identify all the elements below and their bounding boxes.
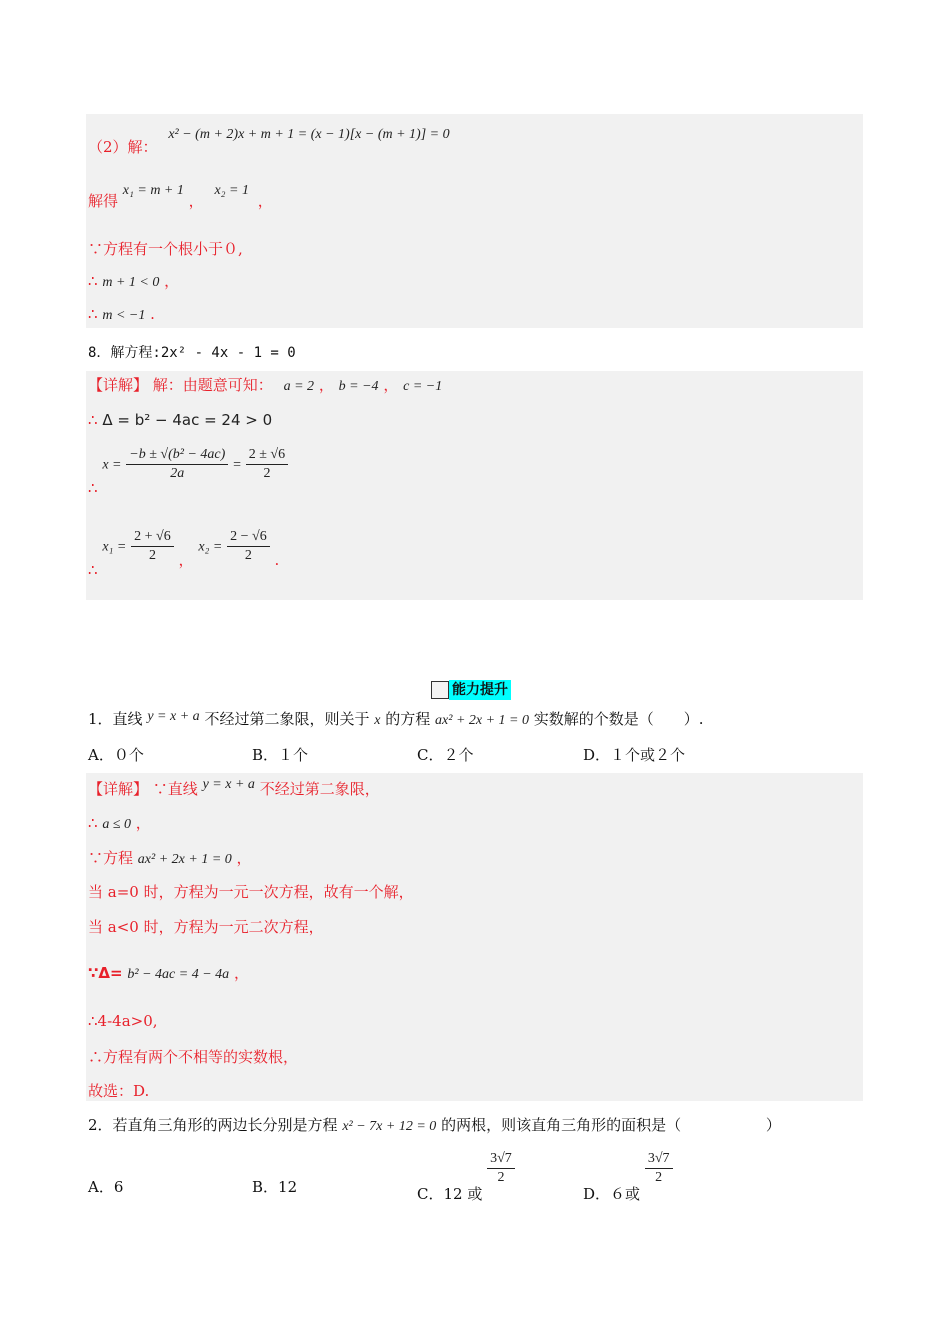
q8-period: . [274,550,280,569]
sec1-line-5 [88,305,155,324]
sec1-end-comma: ， [257,192,273,210]
sec1-comma: ， [188,192,204,210]
p1-stem-part-1: 1．直线 [88,710,143,728]
p1-sol-text: 不经过第二象限， [259,780,380,798]
therefore-symbol: ∴ [88,272,98,290]
sec1-inequality-1: m + 1 < 0 [102,275,160,290]
section-heading-text: 能力提升 [449,680,511,700]
detail-tag: 【详解】 [88,780,149,798]
p1-variable-x: x [374,713,381,728]
p2-stem-part-1: 2．若直角三角形的两边长分别是方程 [88,1116,338,1134]
fraction-denominator: 2 [487,1168,515,1187]
p2-option-d[interactable] [583,1150,673,1203]
p1-sol-line-8: ∴方程有两个不相等的实数根， [88,1048,299,1066]
p1-sol-text: ∵直线 [152,780,198,798]
q8-discriminant: Δ = b² − 4ac = 24 > 0 [102,411,273,429]
fraction-numerator: 3√7 [647,1151,670,1166]
detail-tag: 【详解】 [88,376,149,394]
therefore-symbol: ∴ [88,560,98,579]
p1-sol-delta: ∵Δ= [88,964,123,982]
q8-line-2 [88,411,272,429]
fraction-denominator: 2 [263,466,271,481]
fraction-numerator: 2 − √6 [227,528,270,547]
q8-x2-label: x₂ = [198,539,223,555]
sec1-line-4 [88,270,179,291]
q8-b-value: b = −4 [338,379,379,394]
p1-sol-comma: ， [233,964,249,982]
p2-option-a[interactable]: A．6 [88,1178,124,1196]
p2-option-c-label: C．12 或 [417,1184,483,1203]
sec1-period: . [150,305,155,323]
q8-line-4 [88,528,280,579]
root-1-fraction [131,528,174,565]
q8-a-value: a = 2 [283,379,315,394]
fraction-numerator: 2 ± √6 [246,446,288,465]
p1-option-d[interactable]: D．１个或２个 [583,746,686,764]
q8-x-label: x = [102,457,122,473]
q8-intro: 解：由题意可知： [152,376,273,394]
therefore-symbol: ∴ [88,478,98,497]
section-heading [431,680,511,700]
fraction-denominator: 2 [148,548,156,563]
p1-option-c[interactable]: C．２个 [417,746,474,764]
fraction-numerator: −b ± √(b² − 4ac) [126,446,228,465]
p2-quadratic: x² − 7x + 12 = 0 [342,1119,437,1134]
p1-stem-part-4: 实数解的个数是（ ）. [533,710,704,728]
p1-sol-text: ∵方程 [88,849,134,867]
p1-option-a[interactable]: A．０个 [88,746,144,764]
therefore-symbol: ∴ [88,305,98,323]
fraction-denominator: 2a [170,466,185,481]
p1-sol-line-9: 故选：D. [88,1082,150,1100]
q8-line-1 [88,374,442,395]
p1-sol-equation: ax² + 2x + 1 = 0 [137,852,232,867]
solution-box-q8 [86,371,863,600]
p2-option-b[interactable]: B．12 [252,1178,298,1196]
q8-line-3 [88,446,288,497]
p2-option-d-label: D．６或 [583,1184,641,1203]
fraction-numerator: 3√7 [490,1151,512,1166]
sec1-line-1 [88,127,450,156]
sec1-inequality-2: m < −1 [102,308,146,323]
q8-c-value: c = −1 [403,379,443,394]
p1-stem-part-3: 的方程 [385,710,431,728]
p2-option-c-fraction [487,1150,515,1187]
sec1-solve-label: 解得 [88,192,119,210]
p1-sol-line-5: 当 a<0 时，方程为一元二次方程， [88,918,324,936]
sec1-root-1: x₁ = m + 1 [122,183,184,198]
root-2-fraction [227,528,270,565]
sec1-factor-equation: x² − (m + 2)x + m + 1 = (x − 1)[x − (m + 1)] = 0 [168,127,450,142]
p1-sol-line-2 [88,812,151,833]
p1-sol-discriminant: b² − 4ac = 4 − 4a [127,967,230,982]
simplified-fraction [246,446,288,483]
p2-option-d-fraction [645,1150,673,1187]
p1-stem [88,708,704,729]
p1-sol-line-4: 当 a=0 时，方程为一元一次方程，故有一个解， [88,883,414,901]
p2-stem-part-3: ） [765,1116,781,1134]
p1-sol-line-3 [88,847,252,868]
checkbox-square-icon [431,681,449,699]
p1-sol-comma: ， [135,814,151,832]
p1-sol-line-6 [88,962,249,983]
q8-comma: ， [178,550,194,569]
p1-sol-comma: ， [236,849,252,867]
q8-sep: ， [383,376,399,394]
p2-option-c[interactable] [417,1150,515,1203]
sec1-line-2 [88,183,273,211]
quadratic-formula-fraction [126,446,228,483]
fraction-denominator: 2 [244,548,252,563]
p1-line-equation: y = x + a [147,709,200,724]
p2-stem [88,1114,781,1135]
fraction-numerator: 2 + √6 [131,528,174,547]
p1-stem-part-2: 不经过第二象限，则关于 [204,710,370,728]
sec1-root-2: x₂ = 1 [214,183,249,198]
p1-sol-line-equation: y = x + a [202,777,255,792]
q8-x1-label: x₁ = [102,539,127,555]
q8-title: 8．解方程:2x² - 4x - 1 = 0 [88,345,296,361]
therefore-symbol: ∴ [88,411,98,429]
p1-sol-inequality: a ≤ 0 [102,817,132,832]
p1-sol-line-1 [88,778,380,799]
fraction-denominator: 2 [645,1168,673,1187]
sec1-label: （2）解： [88,138,158,156]
p1-option-b[interactable]: B．１个 [252,746,309,764]
equals-sign: = [233,457,241,473]
sec1-comma: ， [164,272,180,290]
q8-sep: ， [318,376,334,394]
therefore-symbol: ∴ [88,814,98,832]
sec1-line-3: ∵方程有一个根小于０, [88,240,243,258]
p2-stem-part-2: 的两根，则该直角三角形的面积是（ [441,1116,682,1134]
p1-sol-line-7: ∴4-4a>0, [88,1012,158,1030]
p1-quadratic: ax² + 2x + 1 = 0 [435,713,529,728]
